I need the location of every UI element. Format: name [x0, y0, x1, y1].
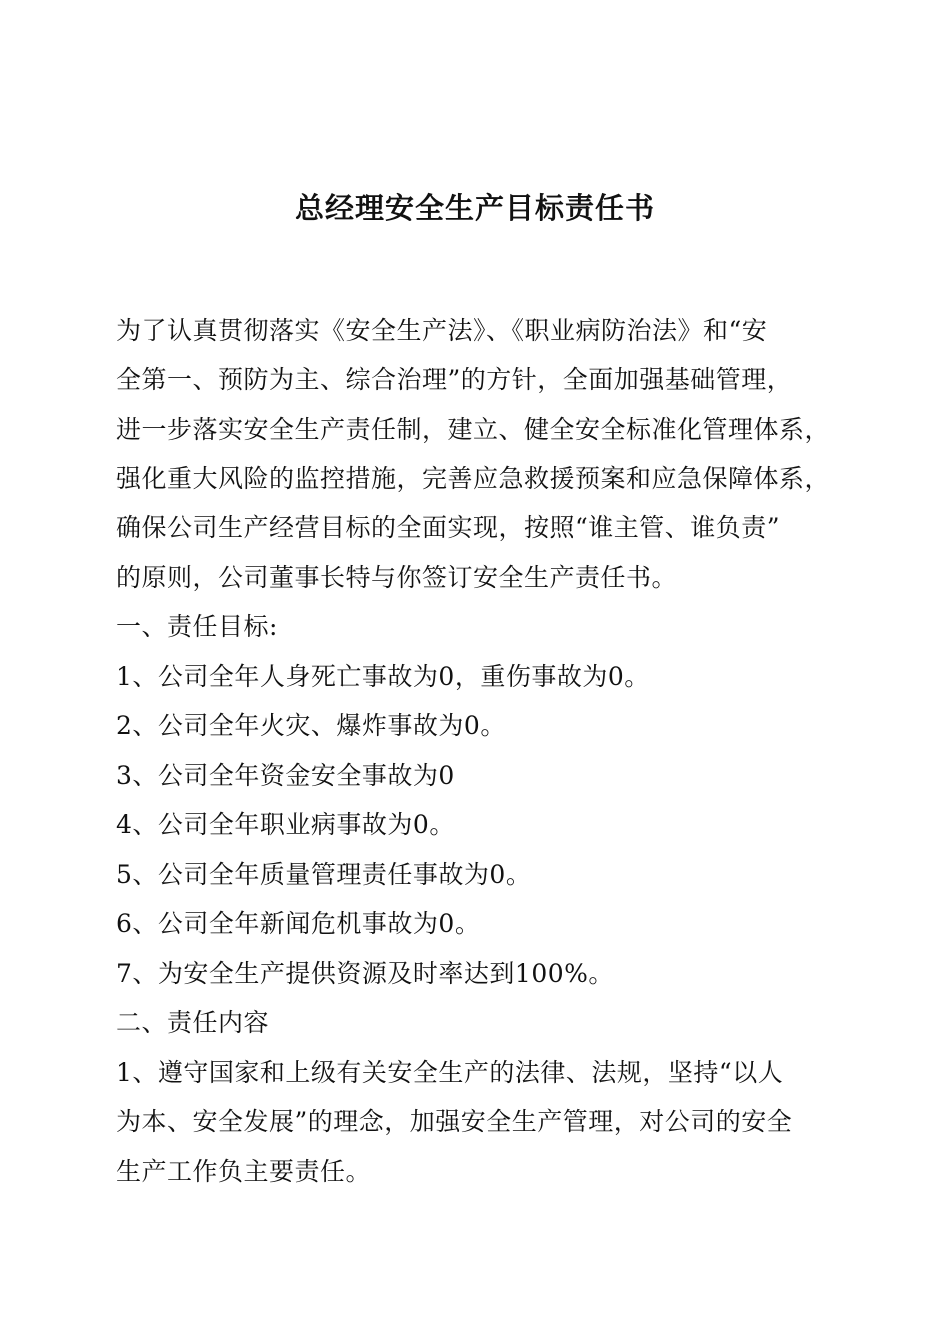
- list-item: 5、公司全年质量管理责任事故为0。: [116, 860, 532, 889]
- list-item: 3、公司全年资金安全事故为0: [116, 761, 455, 790]
- paragraph-line: 进一步落实安全生产责任制，建立、健全安全标准化管理体系，: [116, 415, 831, 444]
- paragraph-line: 的原则，公司董事长特与你签订安全生产责任书。: [116, 563, 678, 592]
- paragraph-line: 为了认真贯彻落实《安全生产法》、《职业病防治法》和“安: [116, 316, 768, 345]
- paragraph-line: 生产工作负主要责任。: [116, 1157, 372, 1186]
- paragraph-line: 为本、安全发展”的理念，加强安全生产管理，对公司的安全: [116, 1107, 793, 1136]
- paragraph-line: 强化重大风险的监控措施，完善应急救援预案和应急保障体系，: [116, 464, 831, 493]
- paragraph-line: 确保公司生产经营目标的全面实现，按照“谁主管、谁负责”: [116, 513, 781, 542]
- list-item: 1、公司全年人身死亡事故为0，重伤事故为0。: [116, 662, 650, 691]
- list-item: 2、公司全年火灾、爆炸事故为0。: [116, 711, 506, 740]
- section-heading: 一、责任目标:: [116, 612, 278, 641]
- paragraph-line: 全第一、预防为主、综合治理”的方针，全面加强基础管理，: [116, 365, 793, 394]
- section-heading: 二、责任内容: [116, 1008, 270, 1037]
- paragraph-line: 1、遵守国家和上级有关安全生产的法律、法规，坚持“以人: [116, 1058, 784, 1087]
- list-item: 7、为安全生产提供资源及时率达到100%。: [116, 959, 614, 988]
- document-title: 总经理安全生产目标责任书: [294, 191, 655, 225]
- list-item: 6、公司全年新闻危机事故为0。: [116, 909, 481, 938]
- list-item: 4、公司全年职业病事故为0。: [116, 810, 455, 839]
